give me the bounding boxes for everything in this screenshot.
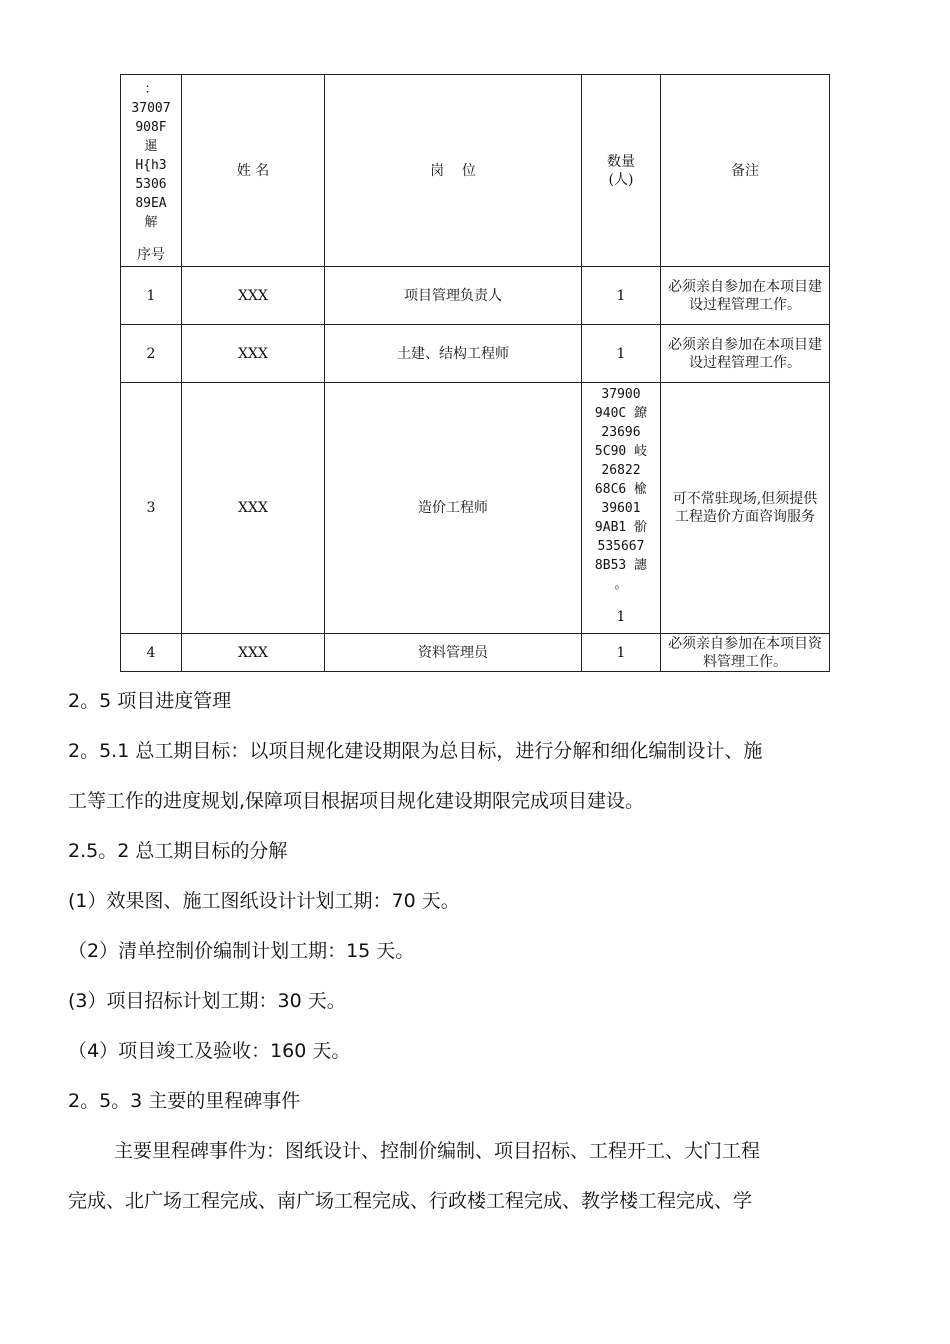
row-name: XXX [182, 383, 325, 634]
row-quantity-garble: 37900 940C 鐐 23696 5C90 岐 26822 68C6 楡 39601 9AB1 骱 535667 8B53 譓 。 [594, 387, 648, 592]
row-position: 造价工程师 [325, 383, 582, 634]
list-item-2: （2）清单控制价编制计划工期：15 天。 [68, 940, 415, 962]
header-position-cell: 岗 位 [325, 75, 582, 267]
header-remark-cell: 备注 [661, 75, 830, 267]
table-row [121, 325, 830, 383]
heading-2-5-2: 2.5。2 总工期目标的分解 [68, 840, 288, 862]
staff-table [120, 74, 830, 672]
row-remark: 必须亲自参加在本项目资料管理工作。 [661, 634, 830, 672]
table-row [121, 634, 830, 672]
paragraph-milestone-line2: 完成、北广场工程完成、南广场工程完成、行政楼工程完成、教学楼工程完成、学 [68, 1190, 753, 1212]
heading-2-5-3: 2。5。3 主要的里程碑事件 [68, 1090, 301, 1112]
paragraph-2-5-1-line1: 2。5.1 总工期目标：以项目规化建设期限为总目标，进行分解和细化编制设计、施 [68, 740, 763, 762]
row-remark: 必须亲自参加在本项目建设过程管理工作。 [661, 325, 830, 383]
table-row [121, 383, 830, 634]
row-seq: 3 [121, 383, 182, 634]
header-seq-label: 序号 [137, 246, 165, 263]
table-row [121, 267, 830, 325]
row-seq: 1 [121, 267, 182, 325]
header-quantity-cell: 数量 (人) [582, 75, 661, 267]
row-position: 资料管理员 [325, 634, 582, 672]
row-remark: 必须亲自参加在本项目建设过程管理工作。 [661, 267, 830, 325]
header-name-cell: 姓 名 [182, 75, 325, 267]
paragraph-2-5-1-line2: 工等工作的进度规划,保障项目根据项目规化建设期限完成项目建设。 [68, 790, 645, 812]
row-name: XXX [182, 267, 325, 325]
row-position: 项目管理负责人 [325, 267, 582, 325]
row-seq: 4 [121, 634, 182, 672]
paragraph-milestone-line1: 主要里程碑事件为：图纸设计、控制价编制、项目招标、工程开工、大门工程 [114, 1140, 761, 1162]
row-name: XXX [182, 634, 325, 672]
header-seq-cell [121, 75, 182, 267]
list-item-3: (3）项目招标计划工期：30 天。 [68, 990, 346, 1012]
list-item-1: (1）效果图、施工图纸设计计划工期：70 天。 [68, 890, 460, 912]
row-quantity: 1 [582, 634, 661, 672]
row-quantity: 1 [582, 325, 661, 383]
list-item-4: （4）项目竣工及验收：160 天。 [68, 1040, 351, 1062]
header-seq-garble: ： 37007 908F 暹 H{h3 5306 89EA 解 [131, 81, 171, 230]
row-seq: 2 [121, 325, 182, 383]
heading-2-5: 2。5 项目进度管理 [68, 690, 232, 712]
row-quantity: 1 [616, 609, 626, 625]
table-header-row [121, 75, 830, 267]
row-position: 土建、结构工程师 [325, 325, 582, 383]
row-name: XXX [182, 325, 325, 383]
row-remark: 可不常驻现场,但须提供工程造价方面咨询服务 [661, 383, 830, 634]
row-quantity: 1 [582, 267, 661, 325]
row-quantity-cell [582, 383, 661, 634]
